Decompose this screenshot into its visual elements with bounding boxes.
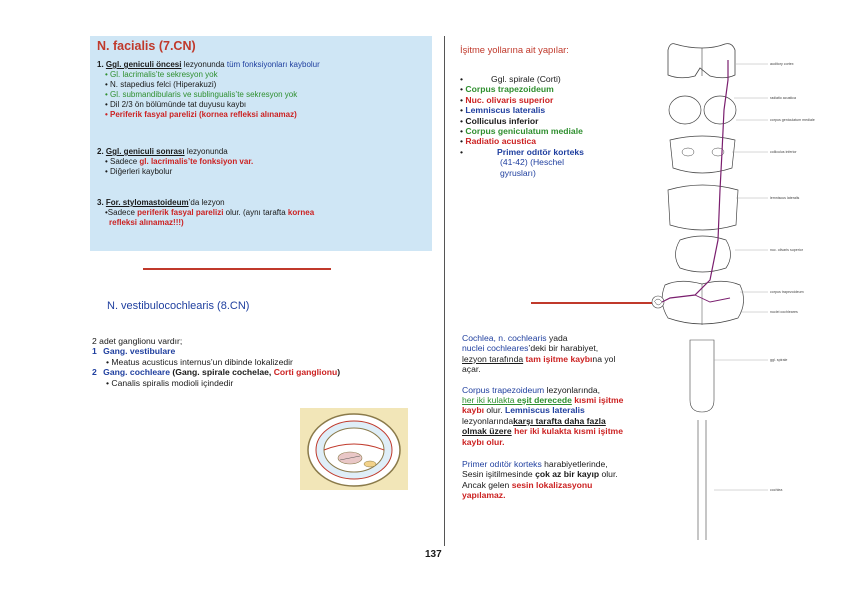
- p3-l1-a: Primer odıtör korteks: [462, 459, 542, 470]
- hearing-item-3: Nuc. olivaris superior: [465, 94, 554, 105]
- p2-l4-b: karşı tarafta daha fazla: [513, 415, 606, 426]
- facialis-section-2: [97, 147, 427, 177]
- diagram-label: auditory cortex: [770, 62, 794, 66]
- hearing-bullet: •: [460, 94, 464, 105]
- s1-tail: lezyonunda: [181, 60, 227, 69]
- facialis-section-1: [97, 60, 427, 120]
- hearing-item-5: Colliculus inferior: [465, 115, 539, 126]
- s3-tail: ’da lezyon: [188, 198, 225, 207]
- s2-item-1b: gl. lacrimalis’te fonksiyon var.: [139, 157, 254, 166]
- diagram-label: radiatio acustica: [770, 96, 796, 100]
- p2-l3-b: olur.: [483, 405, 506, 416]
- s1-tail-emph: tüm fonksiyonları kaybolur: [226, 60, 320, 69]
- p2-l6: kaybı olur.: [462, 436, 505, 447]
- p3-l2-c: olur.: [599, 469, 618, 480]
- p2-l3-c: Lemniscus lateralis: [505, 405, 585, 416]
- s2-item-1a: • Sadece: [105, 157, 140, 166]
- p1-l1-a: Cochlea, n. cochlearis: [462, 333, 547, 343]
- s1-item-2: • N. stapedius felci (Hiperakuzi): [105, 80, 217, 89]
- s1-item-1: • Gl. lacrimalis’te sekresyon yok: [105, 70, 218, 79]
- cochlea-illustration: [300, 408, 408, 490]
- p1-l3-a: lezyon tarafında: [462, 353, 524, 364]
- s1-number: 1.: [97, 60, 104, 69]
- s2-heading: Ggl. geniculi sonrası: [105, 147, 185, 156]
- hearing-title: İşitme yollarına ait yapılar:: [460, 44, 569, 55]
- auditory-pathway-drawing: [640, 40, 820, 550]
- p2-l1-a: Corpus trapezoideum: [462, 384, 545, 395]
- vestibulo-title: N. vestibulocochlearis (8.CN): [107, 300, 250, 312]
- s3-item-c: olur. (aynı tarafta: [223, 208, 288, 217]
- p3-l1-b: harabiyetlerinde,: [541, 459, 608, 470]
- p2-l4-a: lezyonlarında: [462, 415, 514, 426]
- p2-l2-b: eşit derecede: [516, 395, 572, 406]
- g1-number: 1: [92, 346, 97, 357]
- p1-l3-c: tam işitme kaybı: [525, 353, 593, 364]
- p2-l2-c: kısmi işitme: [571, 395, 624, 406]
- s2-tail: lezyonunda: [184, 147, 228, 156]
- hearing-item-2: Corpus trapezoideum: [465, 84, 554, 95]
- g2-paren-c: ): [337, 367, 341, 378]
- s2-number: 2.: [97, 147, 104, 156]
- hearing-item-1: Ggl. spirale (Corti): [491, 74, 561, 84]
- hearing-bullet: •: [460, 136, 464, 147]
- hearing-bullet: •: [460, 84, 464, 95]
- hearing-bullet: •: [460, 115, 464, 126]
- cochlea-drawing: [300, 408, 408, 490]
- p3-l3-b: sesin lokalizasyonu: [511, 479, 593, 490]
- auditory-pathway-diagram: [640, 40, 820, 550]
- g1-name: Gang. vestibulare: [103, 346, 176, 357]
- center-divider: [444, 36, 445, 546]
- hearing-item-8: Primer odıtör korteks: [497, 146, 584, 157]
- diagram-label: cochlea: [770, 488, 783, 492]
- hearing-bullet: •: [460, 74, 464, 84]
- p3-l4: yapılamaz.: [462, 490, 506, 501]
- p2-l5-a: olmak üzere: [462, 426, 512, 437]
- p1-l2-a: nuclei cochleares: [462, 343, 529, 354]
- vestibulo-intro: 2 adet ganglionu vardır;: [92, 336, 183, 346]
- separator-left: [143, 268, 331, 270]
- hearing-list: [460, 74, 630, 178]
- facialis-title: N. facialis (7.CN): [97, 39, 196, 53]
- s1-heading: Ggl. geniculi öncesi: [105, 60, 182, 69]
- p1-l4: açar.: [462, 364, 481, 375]
- p1-l1-b: yada: [546, 333, 568, 343]
- s3-item-a: •Sadece: [105, 208, 138, 217]
- diagram-label: ggl. spirale: [770, 358, 788, 362]
- g1-item: • Meatus acusticus internus’un dibinde lokalizedir: [106, 356, 293, 367]
- hearing-bullet: •: [460, 126, 464, 137]
- s3-heading: For. stylomastoideum: [105, 198, 189, 207]
- p3-l3: Ancak gelen: [462, 479, 512, 490]
- p2-l5-b: her iki kulakta kısmi işitme: [511, 426, 623, 437]
- s3-item-b: periferik fasyal parelizi: [137, 208, 224, 217]
- s1-item-3: • Gl. submandibularis ve sublingualis’te sekresyon yok: [105, 90, 298, 99]
- p2-l3-a: kaybı: [462, 405, 484, 416]
- diagram-label: nuc. olivaris superior: [770, 248, 803, 252]
- hearing-bullet: •: [460, 105, 464, 116]
- p1-l3-d: na yol: [592, 353, 616, 364]
- p3-l2-a: Sesin işitilmesinde: [462, 469, 536, 480]
- p1-l2-b: ’deki bir harabiyet,: [528, 343, 599, 354]
- hearing-item-8-cont2: gyrusları): [500, 167, 536, 178]
- diagram-label: corpus trapezoideum: [770, 290, 804, 294]
- p2-l2-a: her iki kulakta: [462, 395, 517, 406]
- diagram-label: lemniscus lateralis: [770, 196, 800, 200]
- facialis-section-3: [97, 198, 427, 228]
- notes-column: [462, 333, 667, 501]
- hearing-item-4: Lemniscus lateralis: [465, 105, 546, 116]
- diagram-label: corpus geniculatum mediale: [770, 118, 815, 122]
- hearing-item-7: Radiatio acustica: [465, 136, 537, 147]
- vestibulo-block: [92, 336, 437, 388]
- hearing-item-6: Corpus geniculatum mediale: [465, 126, 583, 137]
- p3-l2-b: çok az bir kayıp: [535, 469, 600, 480]
- g2-number: 2: [92, 367, 97, 378]
- page-number: 137: [425, 549, 442, 560]
- g2-paren-a: (Gang. spirale cochelae,: [170, 367, 274, 378]
- s1-item-5: • Periferik fasyal parelizi (kornea refleksi alınamaz): [105, 110, 297, 119]
- s3-item-e: refleksi alınamaz!!!): [109, 218, 184, 227]
- diagram-label: nuclei cochleares: [770, 310, 798, 314]
- s3-item-d: kornea: [287, 208, 315, 217]
- diagram-label: colliculus inferior: [770, 150, 797, 154]
- hearing-bullet: •: [460, 146, 464, 157]
- g2-name: Gang. cochleare: [103, 367, 171, 378]
- s1-item-4: • Dil 2/3 ön bölümünde tat duyusu kaybı: [105, 100, 247, 109]
- s2-item-2: • Diğerleri kaybolur: [105, 167, 173, 176]
- p2-l1-b: lezyonlarında,: [544, 384, 601, 395]
- g2-paren-b: Corti ganglionu: [273, 367, 338, 378]
- s3-number: 3.: [97, 198, 104, 207]
- g2-item: • Canalis spiralis modioli içindedir: [106, 377, 234, 388]
- hearing-item-8-cont: (41-42) (Heschel: [500, 157, 564, 168]
